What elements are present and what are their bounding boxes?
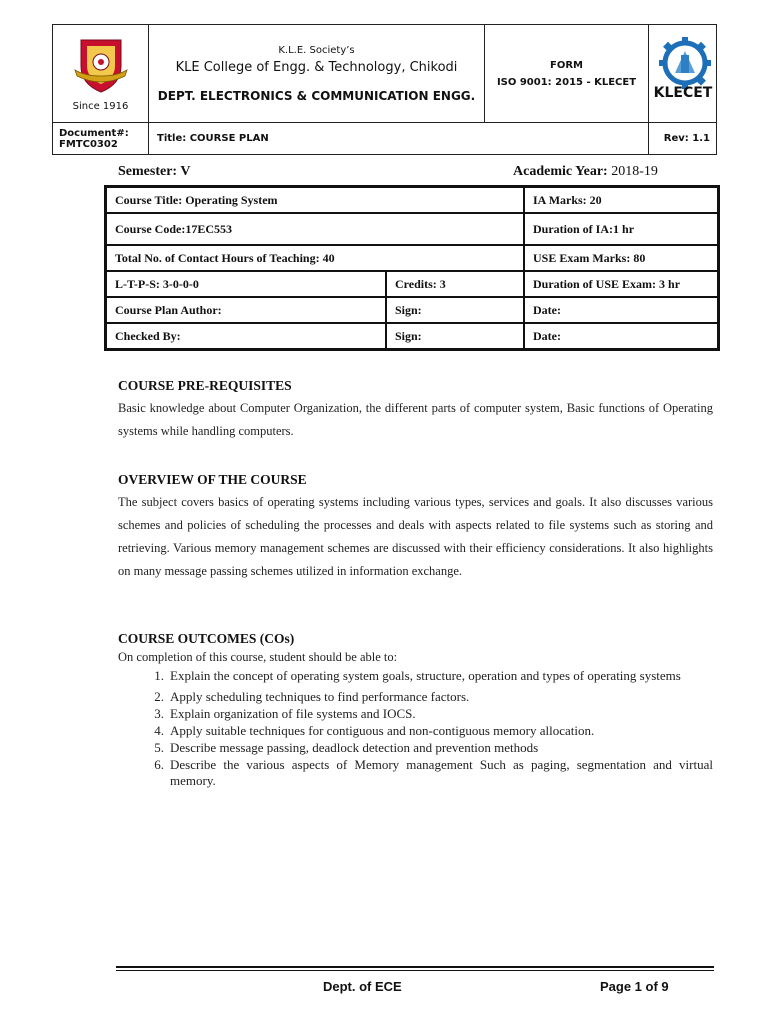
- form-cell: [485, 25, 649, 123]
- item-number: 4.: [154, 723, 164, 738]
- form-label: FORM: [550, 59, 583, 71]
- semester-label: Semester: V: [118, 164, 191, 179]
- revision-cell: [649, 123, 717, 155]
- checked-date-cell: Date:: [524, 323, 718, 349]
- checked-sign-cell: Sign:: [386, 323, 524, 349]
- ia-marks-cell: IA Marks: 20: [524, 187, 718, 213]
- course-title-cell: Course Title: Operating System: [106, 187, 524, 213]
- contact-hours-cell: Total No. of Contact Hours of Teaching: 40: [106, 245, 524, 271]
- footer-page-number: Page 1 of 9: [600, 979, 669, 994]
- item-text: Describe the various aspects of Memory management Such as paging, segmentation and virtual memory.: [170, 757, 713, 788]
- document-header: [52, 24, 717, 155]
- academic-year-label: Academic Year:: [513, 164, 608, 179]
- iso-label: ISO 9001: 2015 - KLECET: [496, 76, 637, 88]
- outcomes-intro: On completion of this course, student should be able to:: [118, 650, 398, 664]
- document-label: Document#:: [59, 127, 129, 139]
- ltps-cell: L-T-P-S: 3-0-0-0: [106, 271, 386, 297]
- list-item: [130, 668, 713, 684]
- document-number: FMTC0302: [59, 138, 118, 150]
- college-name-cell: [149, 25, 485, 123]
- prereq-heading: COURSE PRE-REQUISITES: [118, 378, 292, 393]
- title-cell: [149, 123, 649, 155]
- use-marks-cell: USE Exam Marks: 80: [524, 245, 718, 271]
- department-name: DEPT. ELECTRONICS & COMMUNICATION ENGG.: [157, 88, 476, 103]
- item-number: 5.: [154, 740, 164, 755]
- item-text: Apply suitable techniques for contiguous and non-contiguous memory allocation.: [170, 723, 595, 738]
- footer-rule-thin: [116, 970, 714, 971]
- overview-text: The subject covers basics of operating systems including various types, services and goals. It also discusses various schemes and policies of scheduling the processes and deals with aspects related to file systems such as storing and retrieving. Various memory management schemes are discussed with their efficiency considerations. It also highlights on many message passing schemes utilized in information exchange.: [118, 495, 713, 578]
- list-item: [130, 757, 713, 789]
- academic-year-value: 2018-19: [611, 164, 658, 179]
- klecet-logo-cell: [649, 25, 717, 123]
- footer-rule: [116, 966, 714, 968]
- college-emblem-cell: [53, 25, 149, 123]
- course-code-cell: Course Code:17EC553: [106, 213, 524, 245]
- item-number: 6.: [154, 757, 164, 772]
- prereq-text: Basic knowledge about Computer Organization, the different parts of computer system, Basic functions of Operating systems while handling computers.: [118, 401, 713, 438]
- overview-heading: OVERVIEW OF THE COURSE: [118, 472, 307, 487]
- item-text: Explain organization of file systems and IOCS.: [170, 706, 416, 721]
- duration-ia-cell: Duration of IA:1 hr: [524, 213, 718, 245]
- college-emblem-icon: [71, 36, 131, 94]
- item-text: Describe message passing, deadlock detection and prevention methods: [170, 740, 539, 755]
- checked-by-cell: Checked By:: [106, 323, 386, 349]
- item-number: 2.: [154, 689, 164, 704]
- item-text: Apply scheduling techniques to find performance factors.: [170, 689, 470, 704]
- society-name: K.L.E. Society’s: [278, 44, 355, 56]
- document-title: Title: COURSE PLAN: [157, 133, 269, 144]
- item-number: 1.: [154, 668, 164, 683]
- list-item: [130, 689, 713, 705]
- list-item: [130, 740, 713, 756]
- outcomes-list: [130, 668, 713, 790]
- author-sign-cell: Sign:: [386, 297, 524, 323]
- duration-use-cell: Duration of USE Exam: 3 hr: [524, 271, 718, 297]
- item-text: Explain the concept of operating system goals, structure, operation and types of operating systems: [170, 668, 681, 683]
- since-label: Since 1916: [72, 100, 129, 112]
- revision-label: Rev: 1.1: [663, 133, 710, 144]
- list-item: [130, 723, 713, 739]
- academic-year: [513, 164, 658, 180]
- klecet-gear-logo-icon: [651, 33, 715, 109]
- course-info-table: [104, 185, 720, 351]
- college-name: KLE College of Engg. & Technology, Chikodi: [175, 59, 458, 75]
- credits-cell: Credits: 3: [386, 271, 524, 297]
- document-number-cell: [53, 123, 149, 155]
- klecet-logo-text: KLECET: [653, 85, 712, 101]
- outcomes-heading: COURSE OUTCOMES (COs): [118, 631, 295, 646]
- author-date-cell: Date:: [524, 297, 718, 323]
- author-cell: Course Plan Author:: [106, 297, 386, 323]
- footer-department: Dept. of ECE: [323, 979, 402, 994]
- list-item: [130, 706, 713, 722]
- item-number: 3.: [154, 706, 164, 721]
